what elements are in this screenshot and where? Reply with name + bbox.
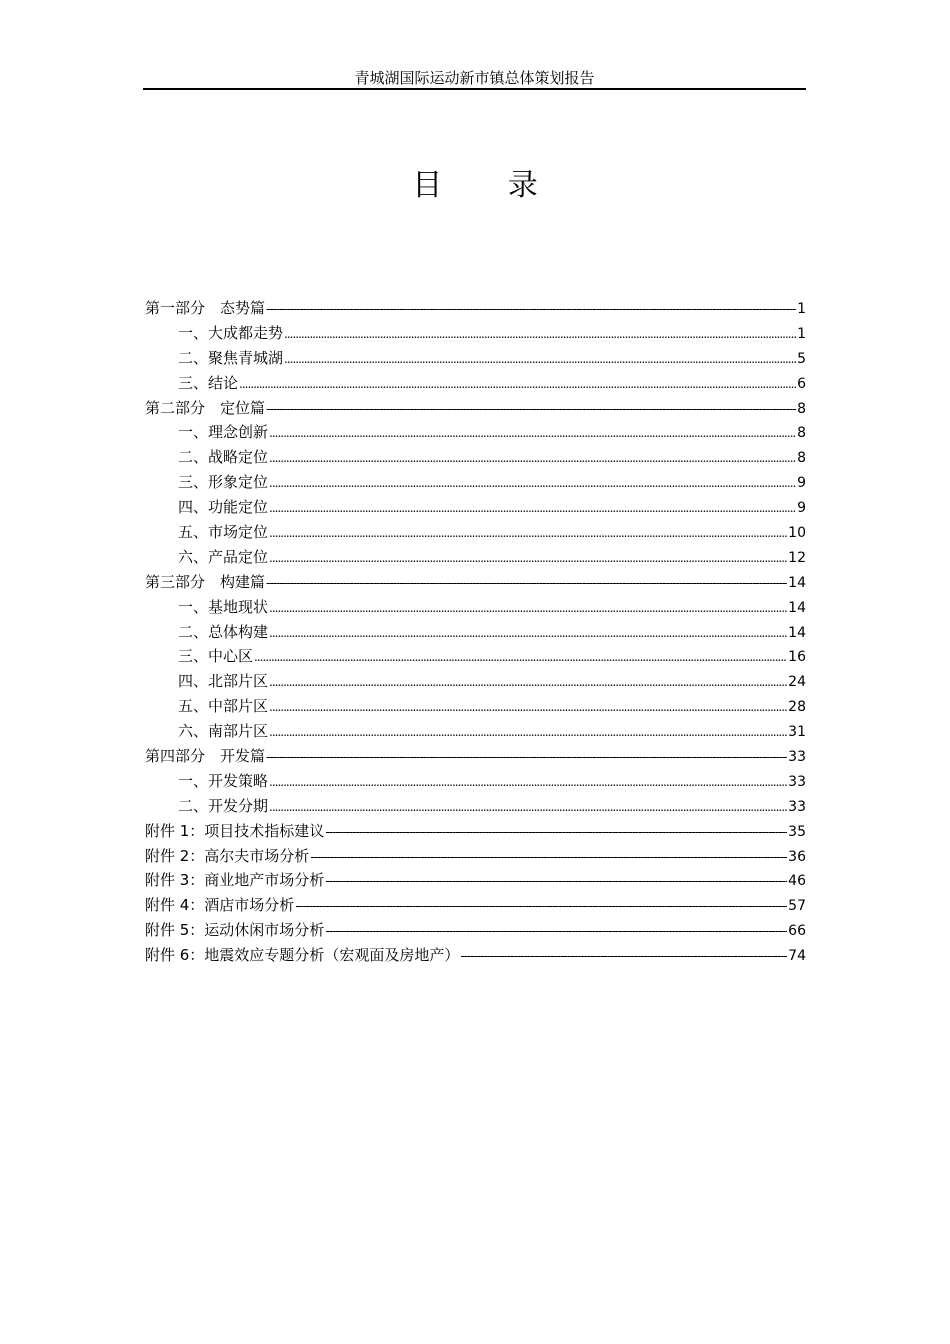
- toc-entry-sub[interactable]: [145, 694, 806, 719]
- table-of-contents: [145, 296, 806, 968]
- toc-entry-sub[interactable]: [145, 769, 806, 794]
- toc-entry-sub[interactable]: [145, 620, 806, 645]
- toc-entry-label: 六、南部片区: [178, 722, 269, 741]
- toc-entry-page: 33: [788, 749, 806, 766]
- toc-entry-part[interactable]: [145, 396, 806, 421]
- toc-leader: [310, 845, 787, 869]
- toc-entry-label: 四、北部片区: [178, 672, 269, 691]
- toc-entry-page: 24: [788, 674, 806, 691]
- toc-entry-page: 33: [788, 798, 806, 815]
- toc-entry-sub[interactable]: [145, 545, 806, 570]
- toc-leader: [266, 297, 796, 321]
- toc-entry-page: 9: [797, 500, 806, 517]
- toc-leader: [295, 894, 787, 918]
- toc-entry-label: 附件 3：商业地产市场分析: [145, 871, 325, 890]
- toc-entry-annex[interactable]: [145, 819, 806, 844]
- toc-entry-label: 二、总体构建: [178, 622, 269, 641]
- toc-entry-page: 16: [788, 649, 806, 666]
- toc-leader: [254, 645, 787, 669]
- toc-leader: [269, 621, 787, 645]
- toc-leader: [284, 322, 796, 346]
- toc-leader: [269, 770, 787, 794]
- toc-entry-sub[interactable]: [145, 719, 806, 744]
- toc-entry-label: 四、功能定位: [178, 498, 269, 517]
- toc-leader: [266, 745, 787, 769]
- toc-entry-sub[interactable]: [145, 445, 806, 470]
- toc-leader: [284, 347, 796, 371]
- toc-leader: [266, 397, 796, 421]
- toc-entry-page: 6: [797, 375, 806, 392]
- toc-entry-page: 8: [797, 400, 806, 417]
- toc-entry-page: 66: [788, 923, 806, 940]
- toc-entry-page: 14: [788, 574, 806, 591]
- toc-entry-label: 第三部分 构建篇: [145, 572, 266, 591]
- toc-entry-label: 一、大成都走势: [178, 323, 284, 342]
- toc-leader: [269, 521, 787, 545]
- toc-entry-sub[interactable]: [145, 495, 806, 520]
- toc-entry-page: 1: [797, 301, 806, 317]
- toc-entry-sub[interactable]: [145, 321, 806, 346]
- toc-entry-sub[interactable]: [145, 346, 806, 371]
- toc-entry-label: 附件 5：运动休闲市场分析: [145, 921, 325, 940]
- toc-leader: [269, 471, 796, 495]
- toc-entry-sub[interactable]: [145, 644, 806, 669]
- toc-entry-sub[interactable]: [145, 669, 806, 694]
- toc-leader: [266, 571, 787, 595]
- toc-leader: [269, 496, 796, 520]
- toc-entry-sub[interactable]: [145, 794, 806, 819]
- toc-entry-sub[interactable]: [145, 470, 806, 495]
- toc-leader: [269, 546, 787, 570]
- toc-entry-label: 三、中心区: [178, 647, 254, 666]
- toc-entry-page: 8: [797, 450, 806, 467]
- toc-entry-sub[interactable]: [145, 520, 806, 545]
- toc-entry-label: 二、开发分期: [178, 796, 269, 815]
- toc-entry-label: 二、战略定位: [178, 448, 269, 467]
- toc-entry-label: 一、基地现状: [178, 597, 269, 616]
- toc-leader: [325, 820, 787, 844]
- toc-entry-label: 二、聚焦青城湖: [178, 348, 284, 367]
- toc-entry-page: 9: [797, 475, 806, 492]
- toc-entry-label: 一、开发策略: [178, 771, 269, 790]
- toc-leader: [460, 944, 787, 968]
- toc-leader: [269, 446, 796, 470]
- toc-entry-page: 35: [788, 823, 806, 840]
- toc-entry-part[interactable]: [145, 296, 806, 321]
- toc-entry-label: 第二部分 定位篇: [145, 398, 266, 417]
- toc-entry-page: 12: [788, 549, 806, 566]
- toc-entry-label: 五、市场定位: [178, 523, 269, 542]
- toc-entry-label: 三、结论: [178, 373, 239, 392]
- running-header: 青城湖国际运动新市镇总体策划报告: [354, 69, 595, 87]
- toc-leader: [269, 795, 787, 819]
- toc-entry-label: 一、理念创新: [178, 423, 269, 442]
- toc-entry-label: 五、中部片区: [178, 697, 269, 716]
- toc-entry-page: 36: [788, 848, 806, 865]
- toc-entry-page: 28: [788, 699, 806, 716]
- toc-entry-page: 14: [788, 599, 806, 616]
- toc-entry-label: 三、形象定位: [178, 473, 269, 492]
- toc-entry-page: 8: [797, 425, 806, 442]
- header-rule: [143, 88, 806, 90]
- toc-entry-sub[interactable]: [145, 371, 806, 396]
- toc-leader: [269, 421, 796, 445]
- toc-leader: [325, 919, 787, 943]
- toc-entry-part[interactable]: [145, 570, 806, 595]
- toc-entry-annex[interactable]: [145, 893, 806, 918]
- toc-entry-label: 附件 2：高尔夫市场分析: [145, 846, 310, 865]
- toc-entry-label: 六、产品定位: [178, 547, 269, 566]
- toc-entry-sub[interactable]: [145, 420, 806, 445]
- toc-entry-label: 附件 4：酒店市场分析: [145, 896, 295, 915]
- toc-entry-label: 附件 1：项目技术指标建议: [145, 821, 325, 840]
- toc-entry-page: 5: [797, 350, 806, 367]
- toc-entry-page: 74: [788, 948, 806, 965]
- toc-entry-label: 第四部分 开发篇: [145, 747, 266, 766]
- toc-entry-annex[interactable]: [145, 918, 806, 943]
- toc-entry-annex[interactable]: [145, 868, 806, 893]
- toc-entry-label: 第一部分 态势篇: [145, 299, 266, 317]
- toc-entry-page: 31: [788, 724, 806, 741]
- toc-entry-annex[interactable]: [145, 943, 806, 968]
- toc-entry-annex[interactable]: [145, 844, 806, 869]
- toc-entry-sub[interactable]: [145, 595, 806, 620]
- toc-title: 目 录: [412, 168, 566, 203]
- toc-entry-page: 14: [788, 624, 806, 641]
- toc-entry-page: 46: [788, 873, 806, 890]
- toc-leader: [269, 596, 787, 620]
- toc-entry-page: 33: [788, 773, 806, 790]
- toc-leader: [325, 869, 787, 893]
- toc-entry-page: 10: [788, 525, 806, 542]
- toc-leader: [269, 720, 787, 744]
- toc-entry-page: 57: [788, 898, 806, 915]
- toc-leader: [269, 670, 787, 694]
- toc-leader: [269, 695, 787, 719]
- toc-entry-page: 1: [797, 325, 806, 342]
- toc-leader: [239, 372, 796, 396]
- toc-entry-label: 附件 6：地震效应专题分析（宏观面及房地产）: [145, 946, 460, 965]
- toc-entry-part[interactable]: [145, 744, 806, 769]
